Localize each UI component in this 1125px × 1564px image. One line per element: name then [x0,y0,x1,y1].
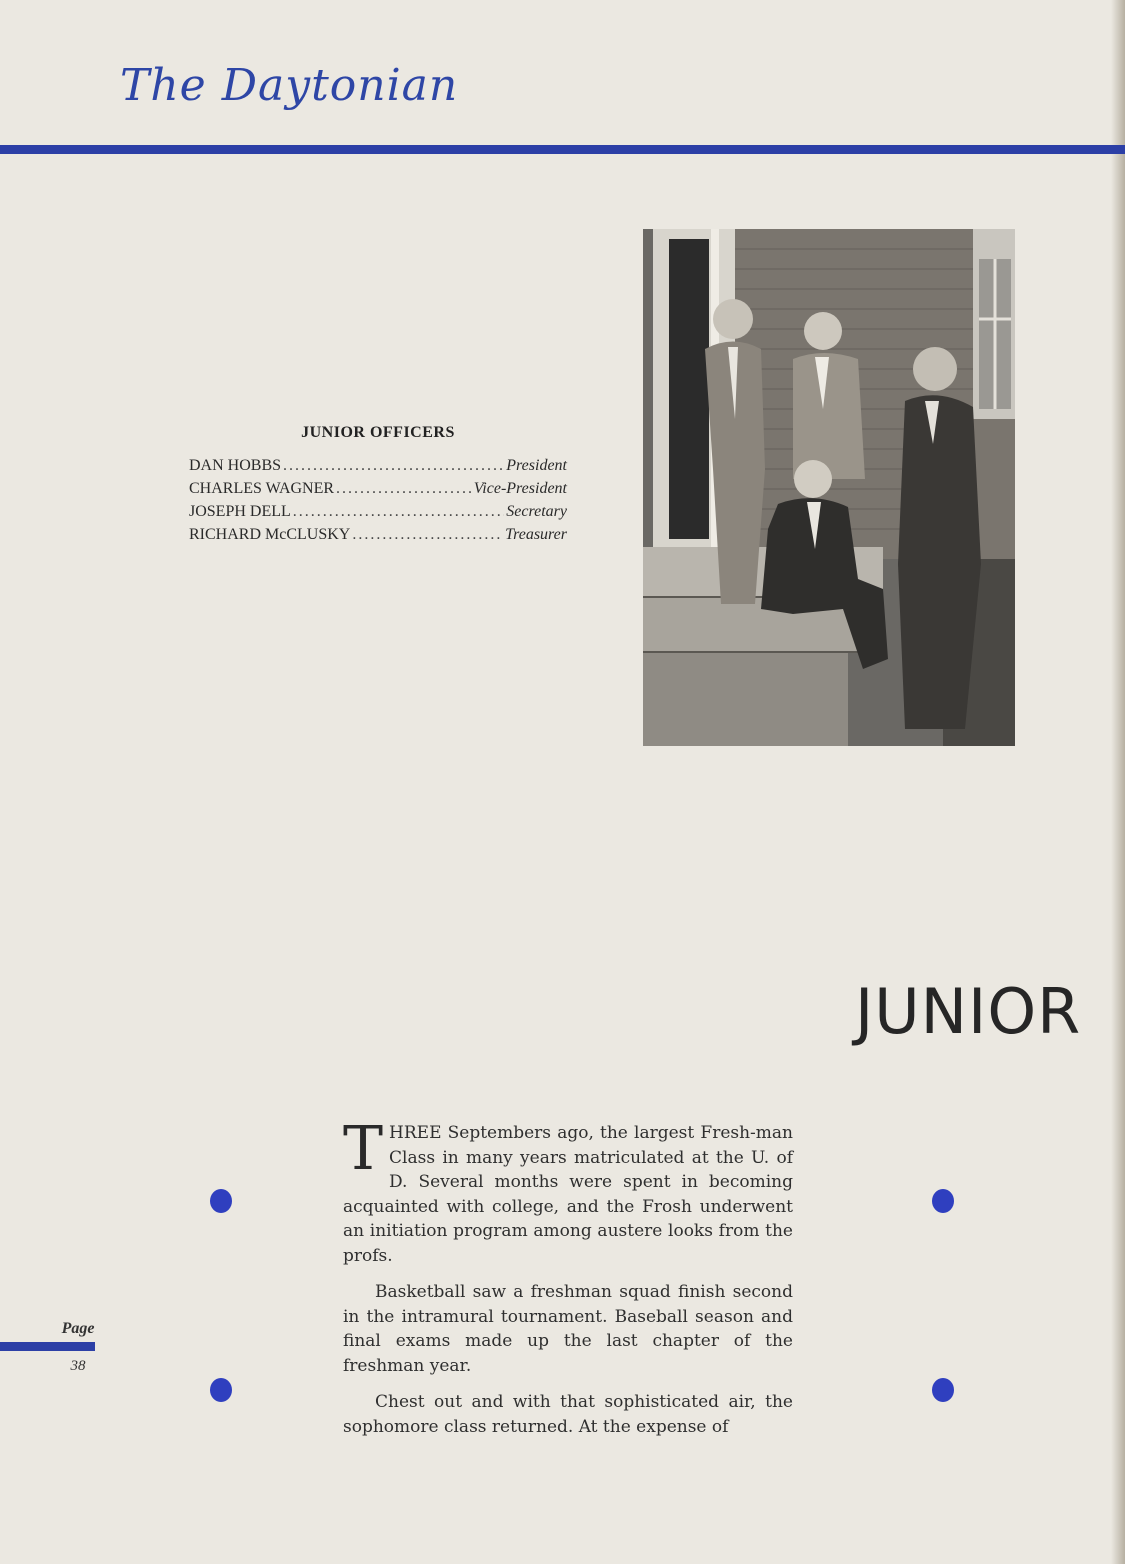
officer-title: Treasurer [505,526,567,543]
officer-name: CHARLES WAGNER [189,480,335,497]
decorative-dot [932,1378,954,1402]
page-edge-shadow [1111,0,1125,1564]
page-label: Page [61,1320,95,1337]
officer-title: Vice-President [473,480,567,497]
article-paragraph [343,1114,793,1268]
officer-row [189,500,567,523]
header-rule [0,145,1125,154]
article-body [343,1114,793,1451]
officers-group-photo [643,229,1015,746]
officers-block [189,424,567,546]
decorative-dot [210,1378,232,1402]
leader-dots [293,500,505,523]
leader-dots [283,454,504,477]
article-paragraph: Chest out and with that sophisticated air, the sophomore class returned. At the expense of [343,1392,793,1437]
officer-row [189,477,567,500]
drop-cap: T [343,1114,384,1184]
page-rule [0,1342,95,1351]
officer-row [189,454,567,477]
paragraph-text: HREE Septembers ago, the largest Fresh-man Class in many years matriculated at the U. of D. Several months were spent in becoming acquainted with college, and the Frosh underwent an initiation program among austere looks from the profs. [343,1123,793,1266]
officer-name: JOSEPH DELL [189,503,291,520]
decorative-dot [932,1189,954,1213]
officers-heading: JUNIOR OFFICERS [301,424,455,441]
leader-dots [336,477,472,500]
article-paragraph: Basketball saw a freshman squad finish second in the intramural tournament. Baseball season and final exams made up the last chapter of the freshman year. [343,1282,793,1376]
section-title: JUNIOR [855,975,1082,1048]
officer-name: RICHARD McCLUSKY [189,526,351,543]
officer-name: DAN HOBBS [189,457,282,474]
officer-row [189,523,567,546]
officer-title: President [506,457,567,474]
masthead-title: The Daytonian [120,60,459,111]
leader-dots [352,523,503,546]
page-number: 38 [70,1358,86,1374]
decorative-dot [210,1189,232,1213]
officer-title: Secretary [506,503,567,520]
